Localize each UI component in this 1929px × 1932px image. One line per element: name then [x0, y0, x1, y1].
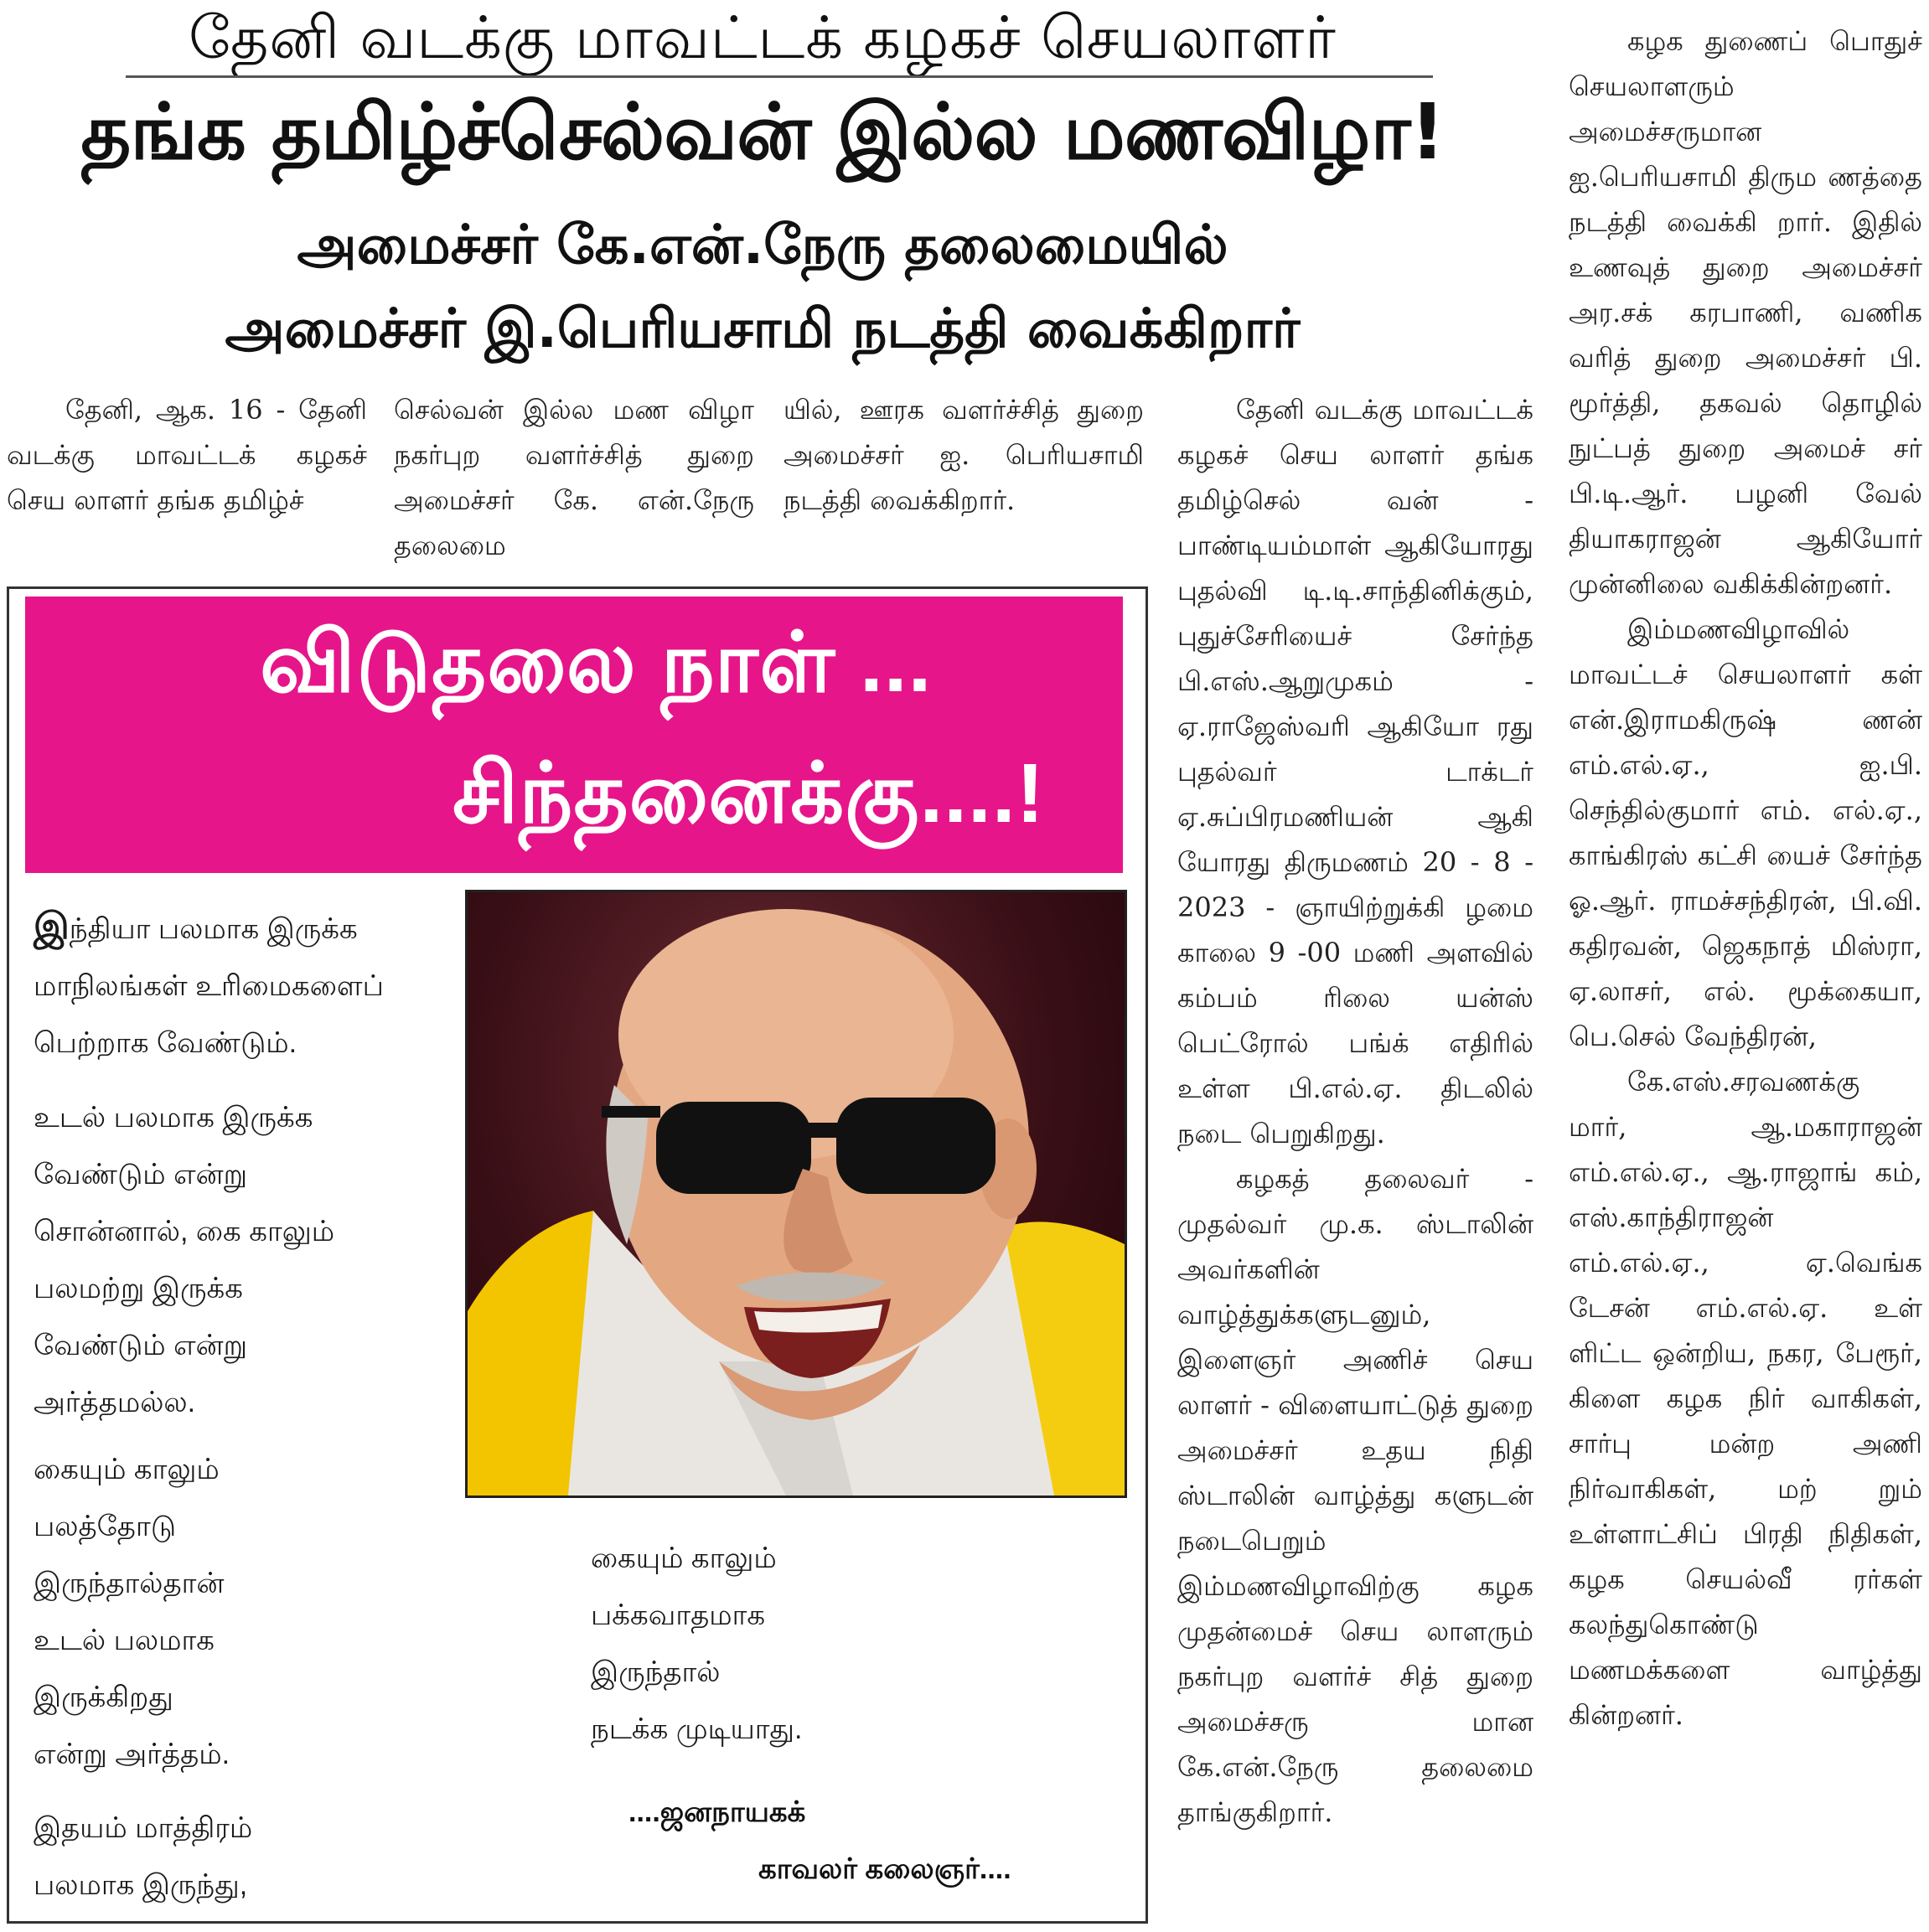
subheadline: தேனி வடக்கு மாவட்டக் கழகச் செயலாளர் — [189, 3, 1337, 72]
portrait-photo — [465, 890, 1127, 1498]
intro-text-2: செல்வன் இல்ல மண விழா நகர்புற வளர்ச்சித் துறை அமைச்சர் கே. என்.நேரு தலைமை — [394, 394, 754, 561]
poem-stanza-3 — [34, 1441, 230, 1783]
poem-line: வேண்டும் என்று — [34, 1159, 248, 1191]
drop-letter: இ — [34, 906, 70, 947]
poem-line: பலத்தோடு — [34, 1511, 177, 1542]
poem-line: மாநிலங்கள் உரிமைகளைப் — [34, 970, 384, 1002]
deck-line-2: அமைச்சர் இ.பெரியசாமி நடத்தி வைக்கிறார் — [225, 298, 1301, 360]
poem-line: வேண்டும் என்று — [34, 1330, 248, 1361]
poem-line: நடக்க முடியாது. — [591, 1713, 803, 1745]
poem-line: என்று அர்த்தம். — [34, 1738, 230, 1770]
signature-line-2: காவலர் கலைஞர்.... — [758, 1853, 1011, 1885]
intro-column-3 — [783, 387, 1144, 523]
article-paragraph: கழகத் தலைவர் - முதல்வர் மு.க. ஸ்டாலின் அவர்களின் வாழ்த்துக்களுடனும், இளைஞர் அணிச் செய லாளர் - விளையாட்டுத் துறை அமைச்சர் உதய நிதி ஸ்டாலின் வாழ்த்து களுடன் நடைபெறும் இம்மணவிழாவிற்கு கழக முதன்மைச் செய லாளரும் நகர்புற வளர்ச் சித் துறை அமைச்சரு மான கே.என்.நேரு தலைமை தாங்குகிறார். — [1177, 1163, 1533, 1828]
poem-line — [34, 898, 384, 958]
article-paragraph: கே.எஸ்.சரவணக்கு மார், ஆ.மகாராஜன் எம்.எல்.ஏ., ஆ.ராஜாங் கம், எஸ்.காந்திராஜன் எம்.எல்.ஏ., ஏ.வெங்க டேசன் எம்.எல்.ஏ. உள் ளிட்ட ஒன்றிய, நகர, பேரூர், கிளை கழக நிர் வாகிகள், சார்பு மன்ற அணி நிர்வாகிகள், மற் றும் உள்ளாட்சிப் பிரதி நிதிகள், கழக செயல்வீ ரர்கள் கலந்துகொண்டு மணமக்களை வாழ்த்து கின்றனர். — [1569, 1066, 1922, 1731]
headline: தங்க தமிழ்ச்செல்வன் இல்ல மணவிழா! — [80, 87, 1445, 177]
poem-line: பலமற்று இருக்க — [34, 1273, 243, 1304]
deck-line-1: அமைச்சர் கே.என்.நேரு தலைமையில் — [297, 214, 1228, 276]
poem-line: உடல் பலமாக இருக்க — [34, 1102, 313, 1134]
signature-line-1: ....ஜனநாயகக் — [628, 1796, 806, 1828]
poem-line-text: ந்தியா பலமாக இருக்க — [69, 913, 358, 945]
intro-text-1: தேனி, ஆக. 16 - தேனி வடக்கு மாவட்டக் கழகச் செய லாளர் தங்க தமிழ்ச் — [7, 394, 367, 516]
article-column-4 — [1177, 387, 1533, 1835]
poem-line: அர்த்தமல்ல. — [34, 1387, 196, 1418]
banner-line-1: விடுதலை நாள் ... — [260, 616, 933, 710]
poem-line: இதயம் மாத்திரம் — [34, 1812, 253, 1844]
poem-stanza-4 — [34, 1800, 252, 1914]
portrait-illustration — [468, 892, 1125, 1495]
article-column-5 — [1569, 18, 1922, 1738]
poem-stanza-1 — [34, 898, 384, 1072]
header-rule — [126, 75, 1433, 78]
intro-column-1 — [7, 387, 367, 523]
poem-line: கையும் காலும் — [34, 1454, 220, 1485]
poem-line: கையும் காலும் — [591, 1542, 777, 1574]
intro-column-2 — [394, 387, 754, 568]
poem-line: இருக்கிறது — [34, 1681, 173, 1713]
banner-line-2: சிந்தனைக்கு....! — [453, 746, 1045, 840]
article-paragraph: கழக துணைப் பொதுச் செயலாளரும் அமைச்சருமான ஐ.பெரியசாமி திரும ணத்தை நடத்தி வைக்கி றார். இதில் உணவுத் துறை அமைச்சர் அர.சக் கரபாணி, வணிக வரித் துறை அமைச்சர் பி. மூர்த்தி, தகவல் தொழில் நுட்பத் துறை அமைச் சர் பி.டி.ஆர். பழனி வேல் தியாகராஜன் ஆகியோர் முன்னிலை வகிக்கின்றனர். — [1569, 25, 1922, 600]
poem-line: இருந்தால்தான் — [34, 1568, 225, 1599]
poem-line: சொன்னால், கை காலும் — [34, 1216, 335, 1248]
intro-text-3: யில், ஊரக வளர்ச்சித் துறை அமைச்சர் ஐ. பெரியசாமி நடத்தி வைக்கிறார். — [783, 394, 1144, 516]
poem-line: பெற்றாக வேண்டும். — [34, 1027, 297, 1059]
poem-line: உடல் பலமாக — [34, 1625, 215, 1656]
poem-line: இருந்தால் — [591, 1656, 721, 1688]
article-paragraph: இம்மணவிழாவில் மாவட்டச் செயலாளர் கள் என்.இராமகிருஷ் ணன் எம்.எல்.ஏ., ஐ.பி. செந்தில்குமார் எம். எல்.ஏ., காங்கிரஸ் கட்சி யைச் சேர்ந்த ஓ.ஆர். ராமச்சந்திரன், பி.வி. கதிரவன், ஜெகநாத் மிஸ்ரா, ஏ.லாசர், எல். மூக்கையா, பெ.செல் வேந்திரன், — [1569, 613, 1922, 1052]
poem-stanza-5 — [591, 1530, 802, 1758]
article-paragraph: தேனி வடக்கு மாவட்டக் கழகச் செய லாளர் தங்க தமிழ்செல் வன் - பாண்டியம்மாள் ஆகியோரது புதல்வி டி.டி.சாந்தினிக்கும், புதுச்சேரியைச் சேர்ந்த பி.எஸ்.ஆறுமுகம் - ஏ.ராஜேஸ்வரி ஆகியோ ரது புதல்வர் டாக்டர் ஏ.சுப்பிரமணியன் ஆகி யோரது திருமணம் 20 - 8 - 2023 - ஞாயிற்றுக்கி ழமை காலை 9 -00 மணி அளவில் கம்பம் ரிலை யன்ஸ் பெட்ரோல் பங்க் எதிரில் உள்ள பி.எல்.ஏ. திடலில் நடை பெறுகிறது. — [1177, 394, 1533, 1149]
poem-stanza-2 — [34, 1089, 334, 1431]
poem-line: பக்கவாதமாக — [591, 1599, 766, 1631]
poem-line: பலமாக இருந்து, — [34, 1869, 248, 1901]
